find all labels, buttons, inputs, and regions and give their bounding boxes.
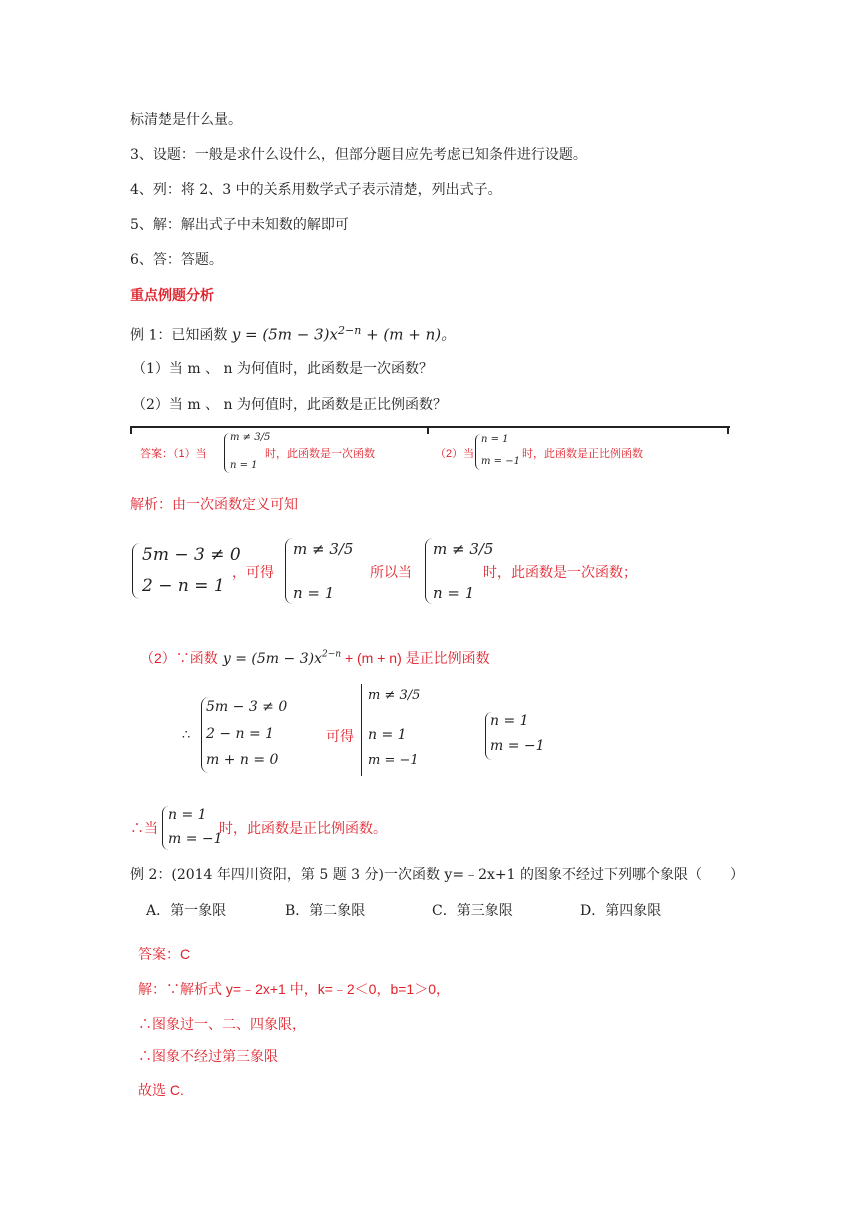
system-f-line1: n = 1 xyxy=(490,713,529,729)
final-prefix: ∴当 xyxy=(130,820,158,836)
example2-question: 例 2：(2014 年四川资阳，第 5 题 3 分)一次函数 y=﹣2x+1 的图象不经过下列哪个象限（ ） xyxy=(130,867,744,883)
therefore-symbol: ∴ xyxy=(182,728,191,743)
example2-solution-3: ∴图象不经过第三象限 xyxy=(138,1048,278,1064)
example1-statement xyxy=(130,322,456,345)
answer-sys1-a: m ≠ 3/5 xyxy=(230,432,271,443)
system-c-line1: m ≠ 3/5 xyxy=(433,540,494,558)
system-a-brace xyxy=(132,543,141,599)
step-6: 6、答：答题。 xyxy=(130,252,223,268)
system-a-line2: 2 − n = 1 xyxy=(142,576,225,596)
system-d-line3: m + n = 0 xyxy=(206,752,279,768)
final-conclusion: 时，此函数是正比例函数。 xyxy=(219,820,387,836)
step-5: 5、解：解出式子中未知数的解即可 xyxy=(130,217,349,233)
example1-formula: y = (5m − 3)x xyxy=(231,325,338,344)
example1-question-1: （1）当 m 、 n 为何值时，此函数是一次函数？ xyxy=(132,361,433,377)
conclusion-1: 时，此函数是一次函数； xyxy=(483,564,637,580)
part2-line xyxy=(140,648,490,668)
system-g-line2: m = −1 xyxy=(168,831,223,847)
answer-text-2: 时，此函数是正比例函数 xyxy=(522,448,643,460)
option-c: C．第三象限 xyxy=(432,903,513,919)
step-3: 3、设题：一般是求什么设什么，但部分题目应先考虑已知条件进行设题。 xyxy=(130,147,587,163)
answer-label-2: （2）当 xyxy=(435,448,475,460)
system-c-brace xyxy=(425,538,433,604)
part2-exponent: 2−n xyxy=(321,649,342,660)
section-title: 重点例题分析 xyxy=(130,288,214,304)
example2-solution-4: 故选 C. xyxy=(138,1082,184,1098)
system-b-line1: m ≠ 3/5 xyxy=(293,540,354,558)
part2-tail: + (m + n) 是正比例函数 xyxy=(341,650,490,666)
part2-prefix: （2）∵函数 xyxy=(140,650,218,666)
divider-tick-left xyxy=(130,426,132,434)
example1-question-2: （2）当 m 、 n 为何值时，此函数是正比例函数？ xyxy=(132,397,447,413)
example2-answer: 答案：C xyxy=(138,946,191,962)
answer-divider xyxy=(130,426,730,428)
part2-formula: y = (5m − 3)x xyxy=(222,651,322,667)
system-e-line3: m = −1 xyxy=(368,753,419,768)
example1-exponent: 2−n xyxy=(337,324,362,337)
system-a-line1: 5m − 3 ≠ 0 xyxy=(142,545,241,565)
system-e-line2: n = 1 xyxy=(368,727,407,743)
example2-solution-2: ∴图象过一、二、四象限， xyxy=(138,1016,306,1032)
analysis-title: 解析：由一次函数定义可知 xyxy=(130,497,298,513)
example1-prefix: 例 1：已知函数 xyxy=(130,327,228,344)
system-b-brace xyxy=(285,538,293,604)
answer-text-1: 时，此函数是一次函数 xyxy=(265,448,375,460)
example1-formula-tail: + (m + n)。 xyxy=(361,325,457,344)
answer-sys2-a: n = 1 xyxy=(481,434,509,445)
divider-tick-mid xyxy=(427,426,429,434)
step-4: 4、列：将 2、3 中的关系用数学式子表示清楚，列出式子。 xyxy=(130,182,502,198)
system-e-brace xyxy=(361,684,367,776)
so-when-text: 所以当 xyxy=(370,564,412,580)
option-b: B．第二象限 xyxy=(285,903,366,919)
option-d: D．第四象限 xyxy=(580,903,662,919)
option-a: A．第一象限 xyxy=(146,903,227,919)
system-g-line1: n = 1 xyxy=(168,807,207,823)
system-f-line2: m = −1 xyxy=(490,738,545,754)
system-d-line1: 5m − 3 ≠ 0 xyxy=(206,699,288,715)
answer-sys2-b: m = −1 xyxy=(481,456,520,467)
comma-get-text: ，可得 xyxy=(232,564,274,580)
answer-sys1-b: n = 1 xyxy=(230,460,258,471)
system-b-line2: n = 1 xyxy=(293,584,335,602)
divider-tick-right xyxy=(727,426,729,434)
system-c-line2: n = 1 xyxy=(433,584,475,602)
system-e-line1: m ≠ 3/5 xyxy=(368,688,421,703)
step-line-continuation: 标清楚是什么量。 xyxy=(130,112,242,128)
system-d-line2: 2 − n = 1 xyxy=(206,726,275,742)
can-get-text: 可得 xyxy=(326,728,354,744)
example2-solution-1: 解：∵解析式 y=﹣2x+1 中，k=﹣2＜0，b=1＞0， xyxy=(138,981,450,997)
answer-label-1: 答案：（1）当 xyxy=(140,448,207,460)
